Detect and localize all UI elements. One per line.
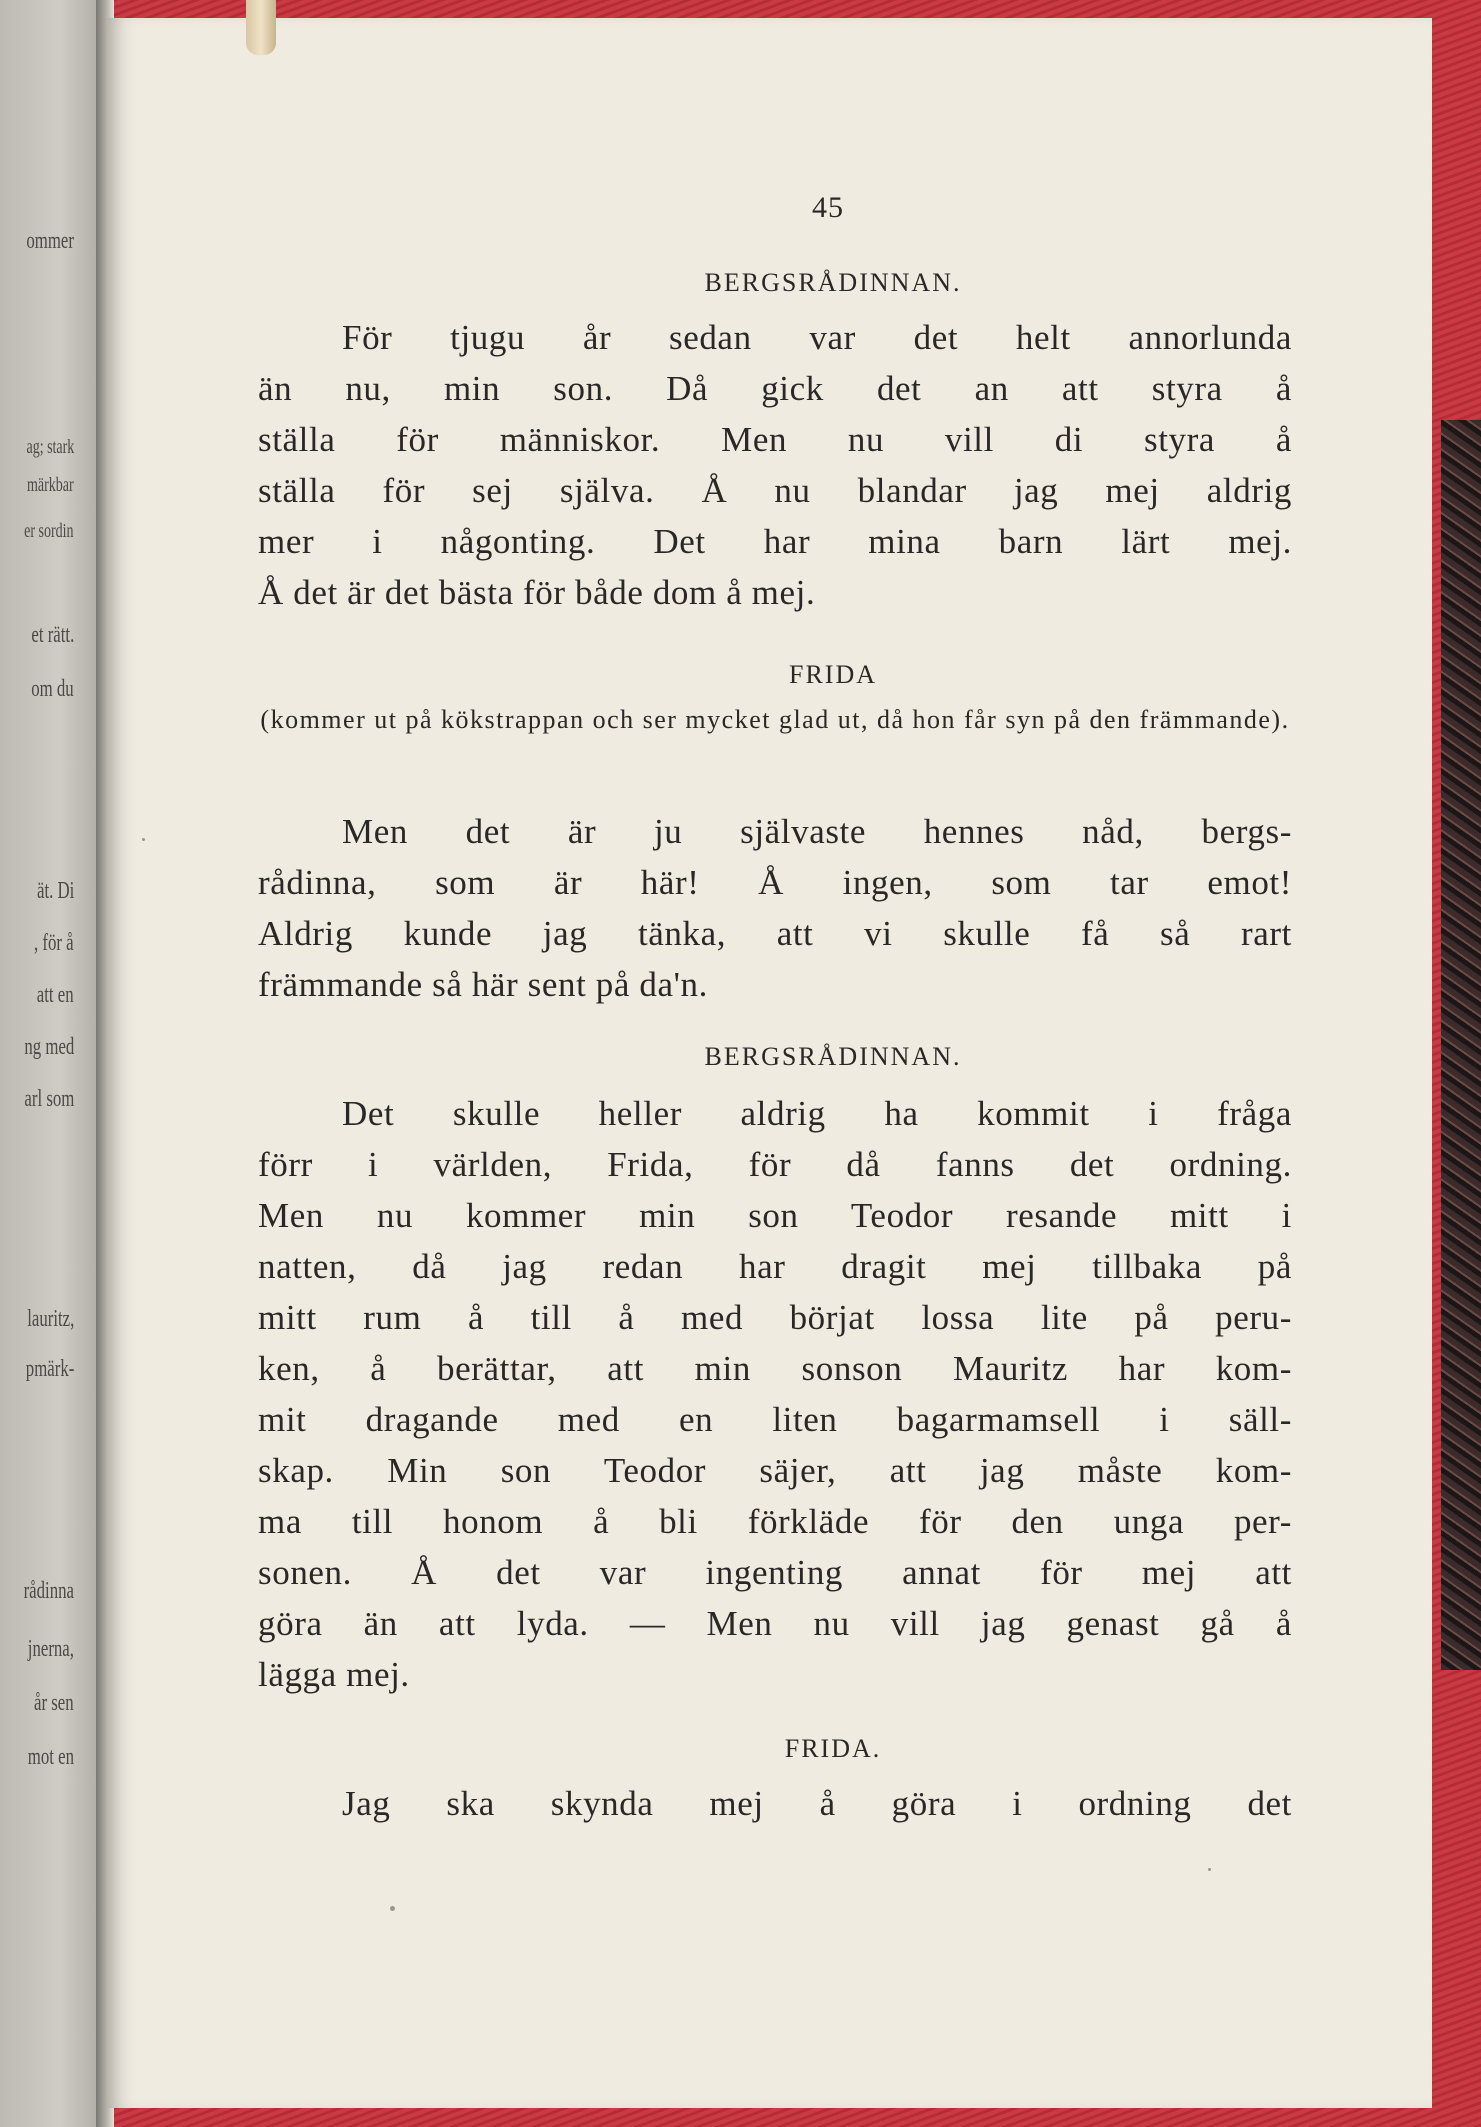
text-line: rådinna, som är här! Å ingen, som tar emot! — [258, 863, 1292, 902]
text-line: sonen. Å det var ingenting annat för mej att — [258, 1553, 1292, 1592]
paper-speck — [1208, 1868, 1211, 1871]
left-facing-page — [0, 0, 110, 2127]
text-line: Å det är det bästa för både dom å mej. — [258, 573, 816, 612]
text-line: ken, å berättar, att min sonson Mauritz har kom- — [258, 1349, 1292, 1388]
text-line: Aldrig kunde jag tänka, att vi skulle få så rart — [258, 914, 1292, 953]
left-page-fragment: märkbar — [27, 474, 74, 496]
text-line: Det skulle heller aldrig ha kommit i fråga — [342, 1094, 1292, 1133]
left-page-fragment: rådinna — [23, 1578, 74, 1604]
dialogue-paragraph — [258, 1778, 1292, 1829]
speaker-name: FRIDA — [788, 660, 877, 689]
left-page-fragment: jnerna, — [27, 1636, 74, 1662]
text-line: För tjugu år sedan var det helt annorlunda — [342, 318, 1292, 357]
left-page-fragment: om du — [31, 676, 74, 702]
text-line: lägga mej. — [258, 1655, 410, 1694]
left-page-fragment: pmärk- — [25, 1356, 74, 1382]
marbled-endpaper — [1441, 420, 1481, 1670]
dialogue-paragraph — [258, 312, 1292, 618]
text-line: förr i världen, Frida, för då fanns det ordning. — [258, 1145, 1292, 1184]
left-page-fragment: arl som — [24, 1086, 74, 1112]
left-page-fragment: ng med — [24, 1034, 74, 1060]
left-page-fragment: mot en — [27, 1744, 74, 1770]
left-page-fragment: lauritz, — [26, 1306, 74, 1332]
text-line: Men det är ju självaste hennes nåd, bergs- — [342, 812, 1292, 851]
left-page-fragment: ag; stark — [26, 436, 74, 458]
text-line: ställa för människor. Men nu vill di styra å — [258, 420, 1292, 459]
left-page-fragment: er sordin — [24, 520, 74, 542]
text-line: än nu, min son. Då gick det an att styra å — [258, 369, 1292, 408]
page-number: 45 — [812, 191, 844, 224]
text-line: främmande så här sent på da'n. — [258, 965, 708, 1004]
text-line: ma till honom å bli förkläde för den unga per- — [258, 1502, 1292, 1541]
stage-direction: (kommer ut på kökstrappan och ser mycket glad ut, då hon får syn på den främmande). — [260, 705, 1290, 734]
dialogue-paragraph — [258, 806, 1292, 1010]
text-line: göra än att lyda. — Men nu vill jag genast gå å — [258, 1604, 1292, 1643]
book-page — [108, 18, 1432, 2108]
text-line: mit dragande med en liten bagarmamsell i säll- — [258, 1400, 1292, 1439]
speaker-name: BERGSRÅDINNAN. — [704, 1042, 962, 1071]
paper-speck — [142, 838, 145, 841]
left-page-fragment: ommer — [26, 228, 74, 254]
bookmark-ribbon — [246, 0, 276, 55]
left-page-fragment: ät. Di — [36, 878, 74, 904]
text-line: ställa för sej själva. Å nu blandar jag mej aldrig — [258, 471, 1292, 510]
left-page-fragment: att en — [37, 982, 74, 1008]
text-line: Men nu kommer min son Teodor resande mitt i — [258, 1196, 1292, 1235]
speaker-name: FRIDA. — [784, 1734, 882, 1763]
left-page-fragment: et rätt. — [31, 622, 74, 648]
left-page-fragment: , för å — [34, 930, 74, 956]
left-page-fragment: år sen — [34, 1690, 74, 1716]
text-line: mitt rum å till å med börjat lossa lite på peru- — [258, 1298, 1292, 1337]
paper-speck — [390, 1906, 395, 1911]
speaker-name: BERGSRÅDINNAN. — [704, 268, 962, 297]
text-line: mer i någonting. Det har mina barn lärt mej. — [258, 522, 1292, 561]
text-line: natten, då jag redan har dragit mej tillbaka på — [258, 1247, 1292, 1286]
dialogue-paragraph — [258, 1088, 1292, 1700]
text-line: skap. Min son Teodor säjer, att jag måste kom- — [258, 1451, 1292, 1490]
text-line: Jag ska skynda mej å göra i ordning det — [342, 1784, 1292, 1823]
